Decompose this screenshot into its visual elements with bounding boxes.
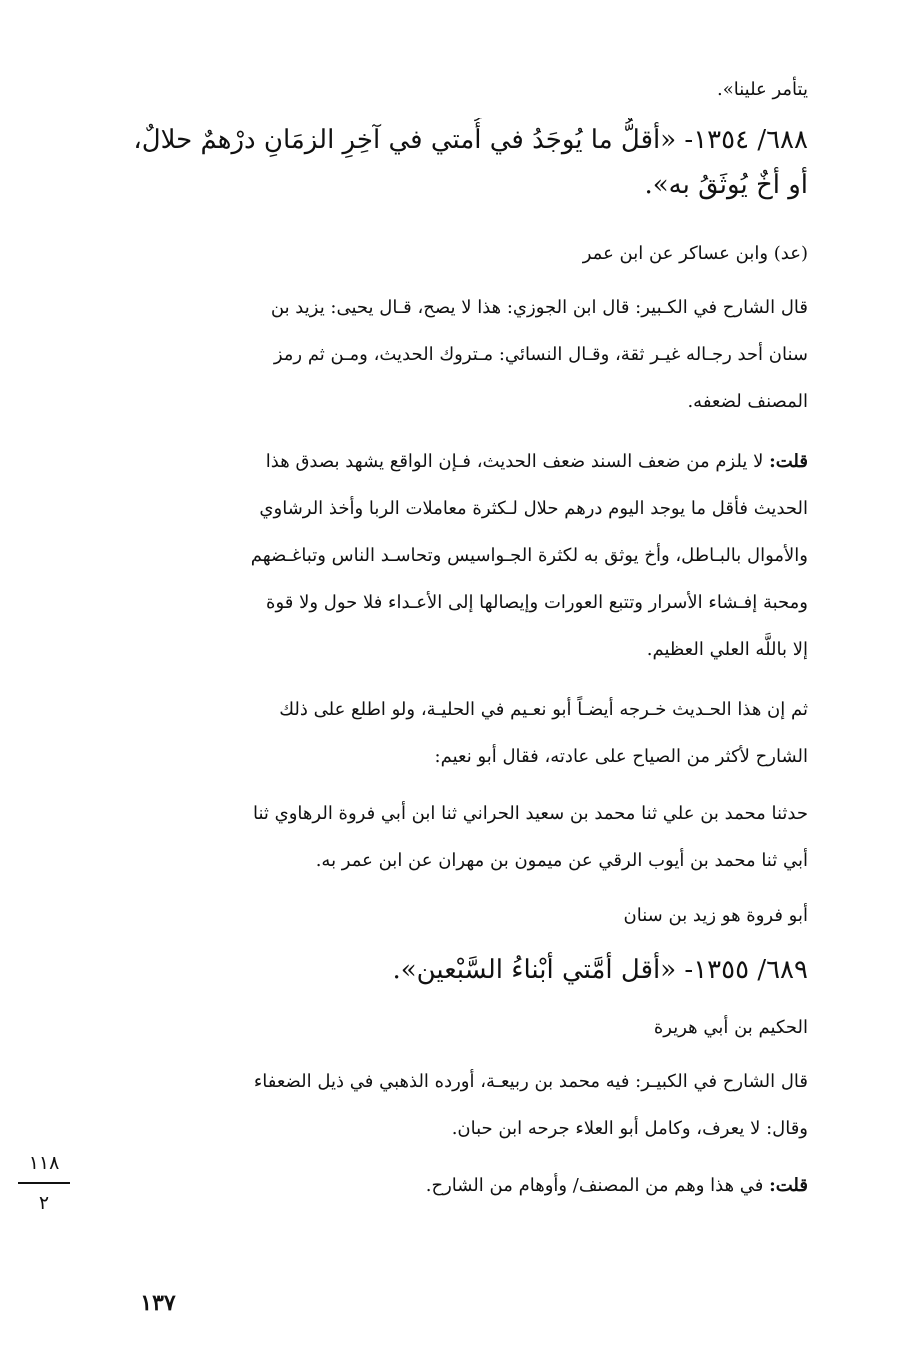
qultu-label: قلت:: [769, 1175, 808, 1196]
continuation-line: يتأمر علينا».: [716, 79, 808, 100]
folio-divider: [18, 1182, 70, 1184]
commentary-paragraph-2: قال الشارح في الكبيـر: فيه محمد بن ربيعـة، أورده الذهبي في ذيل الضعفاء وقال: لا يعرف، وكامل أبو العلاء جرحه ابن حبان.: [253, 1071, 808, 1139]
commentary-paragraph: قال الشارح في الكـبير: قال ابن الجوزي: هذا لا يصح، قـال يحيى: يزيد بن سنان أحد رجـاله غيـر ثقة، وقـال النسائي: مـتروك الحديث، ومـن ثم رمز المصنف لضعفه.: [270, 297, 808, 412]
hadith-688: [108, 118, 808, 208]
abu-nuaym-paragraph: ثم إن هذا الحـديث خـرجه أيضـاً أبو نعـيم في الحليـة، ولو اطلع على ذلك الشارح لأكثر من الصياح على عادته، فقال أبو نعيم:: [279, 699, 808, 767]
author-note-paragraph: قلت: لا يلزم من ضعف السند ضعف الحديث، فـإن الواقع يشهد بصدق هذا الحديث فأقل ما يوجد اليوم درهم حلال لـكثرة معاملات الربا وأخذ الرشاوي والأموال بالبـاطل، وأخ يوثق به لكثرة الجـواسيس وتحاسـد الناس وتباغـضهم ومحبة إفـشاء الأسرار وتتبع العورات وإيصالها إلى الأعـداء فلا حول ولا قوة إلا باللَّه العلي العظيم.: [250, 451, 808, 660]
folio-side: ٢: [38, 1192, 50, 1214]
hadith-689: ٦٨٩/ ١٣٥٥- «أقل أمَّتي أبْناءُ السَّبْعين».: [392, 955, 808, 985]
hadith-688-line-1: ٦٨٨/ ١٣٥٤- «أقلُّ ما يُوجَدُ في أُمتي في آخِرِ الزمَانِ درْهمٌ حلالٌ،: [133, 125, 808, 155]
hadith-689-source: الحكيم بن أبي هريرة: [653, 1017, 808, 1038]
qultu-label: قلت:: [769, 451, 808, 472]
narrator-note: أبو فروة هو زيد بن سنان: [623, 905, 808, 926]
author-note-2: قلت: في هذا وهم من المصنف/ وأوهام من الشارح.: [425, 1175, 808, 1196]
folio-number: ١١٨: [28, 1152, 60, 1174]
manuscript-folio-reference: [18, 1152, 70, 1214]
hadith-688-source: (عد) وابن عساكر عن ابن عمر: [582, 243, 808, 264]
hadith-688-line-2: أو أخٌ يُوثَقُ به».: [644, 170, 808, 200]
isnad-paragraph: حدثنا محمد بن علي ثنا محمد بن سعيد الحراني ثنا ابن أبي فروة الرهاوي ثنا أبي ثنا محمد بن أيوب الرقي عن ميمون بن مهران عن ابن عمر به.: [253, 803, 808, 871]
page-number: ١٣٧: [140, 1290, 176, 1316]
hadith-688-number: ٦٨٨/ ١٣٥٤-: [684, 125, 808, 155]
hadith-689-number: ٦٨٩/ ١٣٥٥-: [684, 955, 808, 985]
